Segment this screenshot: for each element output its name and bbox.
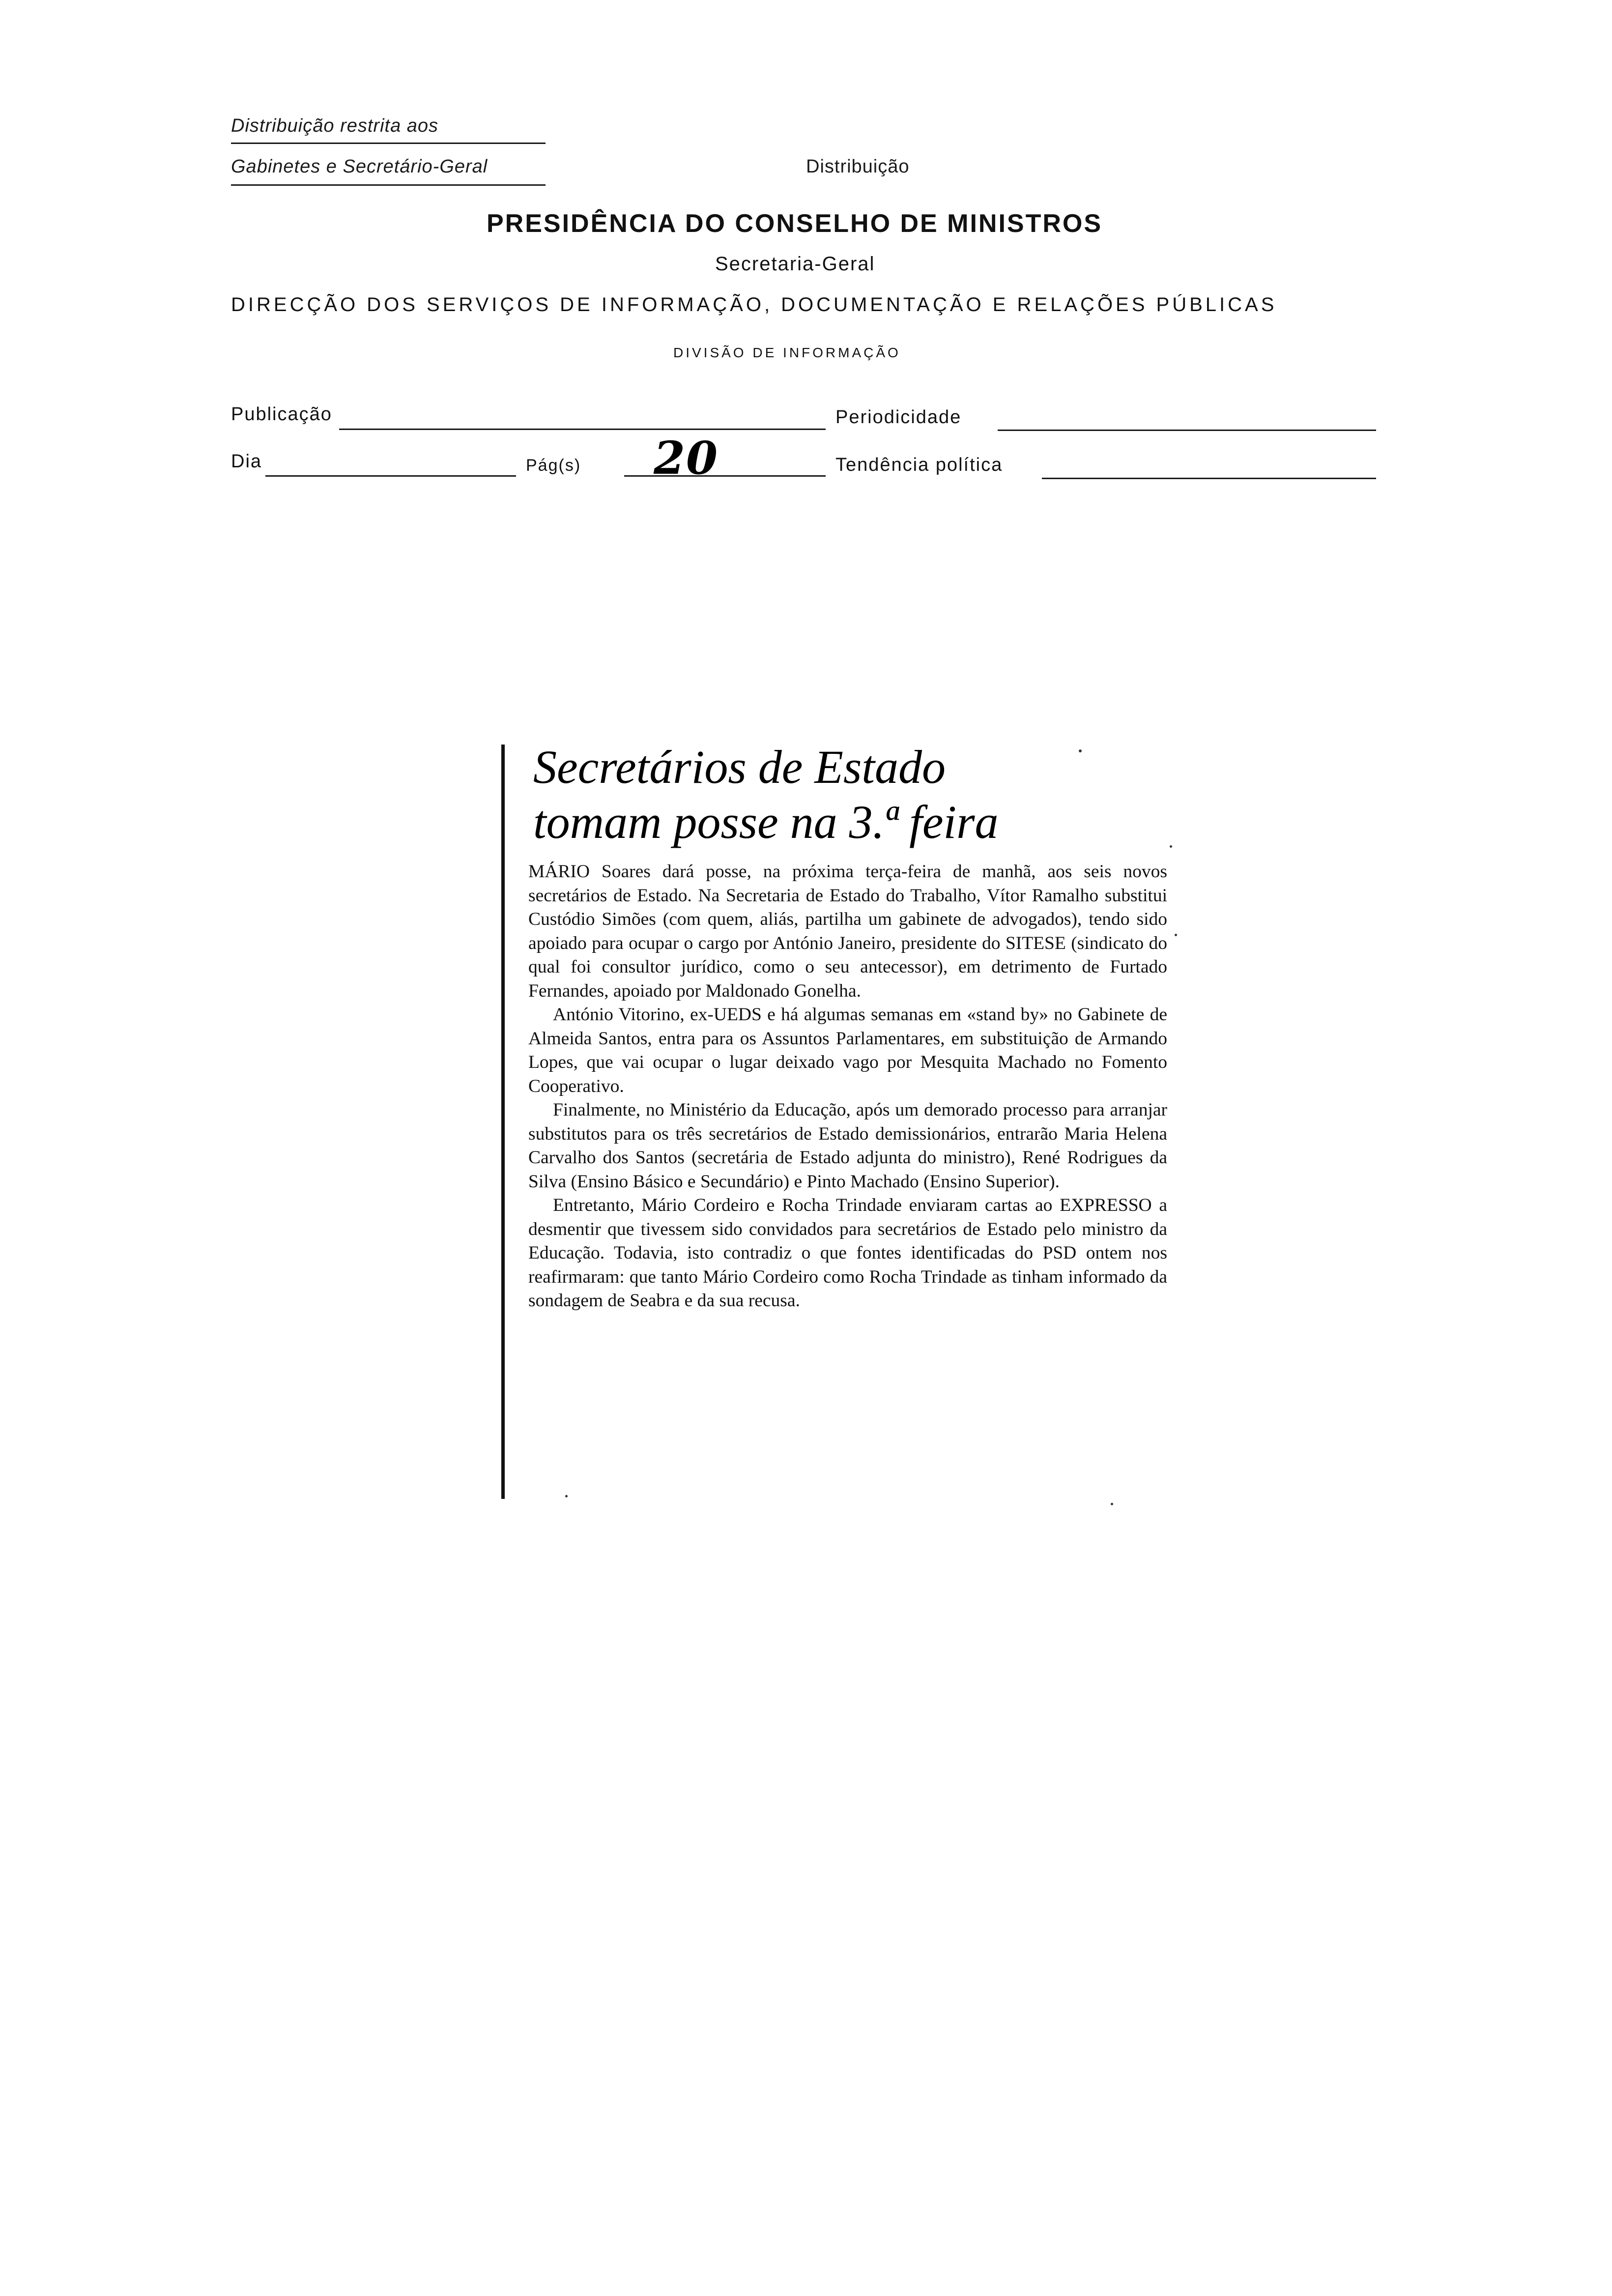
scan-speck: [1170, 845, 1172, 848]
distribution-label: Distribuição: [806, 156, 910, 177]
distribution-restriction-line1: Distribuição restrita aos: [231, 115, 439, 136]
political-tendency-label: Tendência política: [835, 455, 1003, 475]
headline-line2: tomam posse na 3.ª feira: [533, 796, 999, 848]
institution-title: PRESIDÊNCIA DO CONSELHO DE MINISTROS: [487, 209, 1103, 238]
division-line: DIVISÃO DE INFORMAÇÃO: [673, 345, 901, 360]
distribution-rule-2: [231, 184, 546, 186]
clipping-margin-bar: [501, 745, 505, 1499]
scan-speck: [1079, 749, 1082, 752]
political-tendency-field-rule: [1042, 478, 1376, 479]
distribution-restriction-line2: Gabinetes e Secretário-Geral: [231, 156, 488, 177]
periodicity-field-rule: [998, 430, 1376, 431]
article-paragraph: MÁRIO Soares dará posse, na próxima terça-feira de manhã, aos seis novos secretários de Estado. Na Secretaria de Estado do Trabalho, Vítor Ramalho substitui Custódio Simões (com quem, aliás, partilha um gabinete de advogados), tendo sido apoiado para ocupar o cargo por António Janeiro, presidente do SITESE (sindicato do qual foi consultor jurídico, como o seu antecessor), em detrimento de Furtado Fernandes, apoiado por Maldonado Gonelha.: [528, 861, 1167, 1001]
scan-speck: [565, 1495, 568, 1497]
article-paragraph: Entretanto, Mário Cordeiro e Rocha Trindade enviaram cartas ao EXPRESSO a desmentir que tivessem sido convidados para secretários de Estado pelo ministro da Educação. Todavia, isto contradiz o que fontes identificadas do PSD ontem nos reafirmaram: que tanto Mário Cordeiro como Rocha Trindade as tinham informado da sondagem de Seabra e da sua recusa.: [528, 1195, 1167, 1311]
distribution-rule-1: [231, 143, 546, 144]
article-paragraph: Finalmente, no Ministério da Educação, após um demorado processo para arranjar substitutos para os três secretários de Estado demissionários, entrarão Maria Helena Carvalho dos Santos (secretária de Estado adjunta do ministro), René Rodrigues da Silva (Ensino Básico e Secundário) e Pinto Machado (Ensino Superior).: [528, 1100, 1167, 1192]
article-body: [528, 860, 1167, 1313]
secretariat-subtitle: Secretaria-Geral: [715, 253, 875, 275]
day-field-rule: [265, 475, 516, 477]
periodicity-label: Periodicidade: [835, 407, 962, 428]
headline-line1: Secretários de Estado: [533, 741, 946, 793]
scan-speck: [1111, 1503, 1113, 1505]
publication-label: Publicação: [231, 404, 332, 425]
directorate-line: DIRECÇÃO DOS SERVIÇOS DE INFORMAÇÃO, DOCUMENTAÇÃO E RELAÇÕES PÚBLICAS: [231, 294, 1277, 316]
article-paragraph: António Vitorino, ex-UEDS e há algumas semanas em «stand by» no Gabinete de Almeida Santos, entra para os Assuntos Parlamentares, em substituição de Armando Lopes, que vai ocupar o lugar deixado vago por Mesquita Machado no Fomento Cooperativo.: [528, 1004, 1167, 1096]
day-label: Dia: [231, 451, 262, 472]
pages-handwritten-value: 20: [654, 431, 719, 485]
scan-speck: [1175, 934, 1177, 936]
pages-label: Pág(s): [526, 456, 581, 475]
publication-field-rule: [339, 429, 826, 430]
